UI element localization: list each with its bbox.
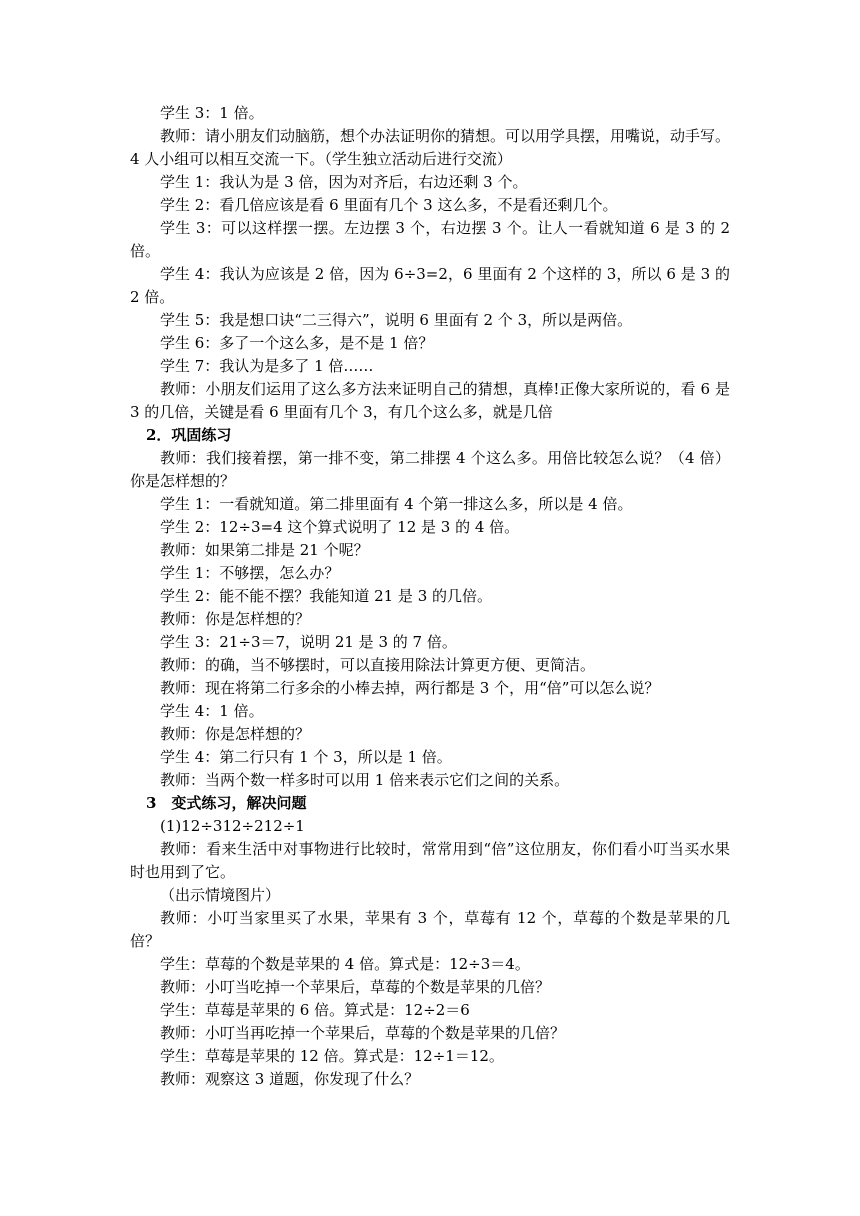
dialogue-line: 教师：现在将第二行多余的小棒去掉，两行都是 3 个，用“倍”可以怎么说？ [160, 679, 660, 697]
dialogue-line: 学生 1：不够摆，怎么办？ [160, 564, 340, 582]
dialogue-line: 教师：小叮当再吃掉一个苹果后，草莓的个数是苹果的几倍？ [160, 1024, 566, 1042]
dialogue-line: 教师：观察这 3 道题，你发现了什么？ [160, 1070, 420, 1088]
section-heading: 3 变式练习，解决问题 [146, 794, 307, 812]
dialogue-line: 教师：小朋友们运用了这么多方法来证明自己的猜想，真棒!正像大家所说的，看 6 是 3 的几倍，关键是看 6 里面有几个 3，有几个这么多，就是几倍 [130, 380, 730, 421]
dialogue-line: 学生 4：我认为应该是 2 倍，因为 6÷3=2，6 里面有 2 个这样的 3，所以 6 是 3 的 2 倍。 [130, 265, 730, 306]
dialogue-line: 学生 7：我认为是多了 1 倍…… [160, 357, 374, 375]
dialogue-line: 学生：草莓是苹果的 12 倍。算式是：12÷1＝12。 [160, 1047, 504, 1065]
dialogue-line: 学生：草莓是苹果的 6 倍。算式是：12÷2＝6 [160, 1001, 470, 1019]
dialogue-line: 学生 3：21÷3＝7，说明 21 是 3 的 7 倍。 [160, 633, 457, 651]
dialogue-line: 教师：请小朋友们动脑筋，想个办法证明你的猜想。可以用学具摆，用嘴说，动手写。4 人小组可以相互交流一下。（学生独立活动后进行交流） [130, 127, 731, 168]
dialogue-line: 学生 4：1 倍。 [160, 702, 264, 720]
dialogue-line: （出示情境图片） [160, 886, 281, 904]
dialogue-line: 教师：小叮当吃掉一个苹果后，草莓的个数是苹果的几倍？ [160, 978, 551, 996]
dialogue-line: 学生：草莓的个数是苹果的 4 倍。算式是：12÷3＝4。 [160, 955, 530, 973]
dialogue-line: 教师：当两个数一样多时可以用 1 倍来表示它们之间的关系。 [160, 771, 570, 789]
dialogue-line: 学生 4：第二行只有 1 个 3，所以是 1 倍。 [160, 748, 452, 766]
dialogue-line: 学生 1：我认为是 3 倍，因为对齐后，右边还剩 3 个。 [160, 173, 528, 191]
dialogue-line: 教师：看来生活中对事物进行比较时，常常用到“倍”这位朋友，你们看小叮当买水果时也用到了它。 [130, 840, 730, 881]
dialogue-line: 教师：你是怎样想的？ [160, 610, 311, 628]
lesson-transcript [130, 102, 730, 1091]
dialogue-line: 学生 2：看几倍应该是看 6 里面有几个 3 这么多，不是看还剩几个。 [160, 196, 618, 214]
dialogue-line: 学生 1：一看就知道。第二排里面有 4 个第一排这么多，所以是 4 倍。 [160, 495, 633, 513]
exercise-label: (1)12÷312÷212÷1 [160, 817, 305, 835]
dialogue-line: 教师：你是怎样想的？ [160, 725, 311, 743]
dialogue-line: 学生 3：1 倍。 [160, 104, 264, 122]
dialogue-line: 学生 2：12÷3=4 这个算式说明了 12 是 3 的 4 倍。 [160, 518, 520, 536]
dialogue-line: 教师：的确，当不够摆时，可以直接用除法计算更方便、更简洁。 [160, 656, 596, 674]
dialogue-line: 学生 5：我是想口诀“二三得六”，说明 6 里面有 2 个 3，所以是两倍。 [160, 311, 633, 329]
section-heading: 2．巩固练习 [146, 426, 232, 444]
dialogue-line: 学生 6：多了一个这么多，是不是 1 倍？ [160, 334, 434, 352]
dialogue-line: 学生 3：可以这样摆一摆。左边摆 3 个，右边摆 3 个。让人一看就知道 6 是 3 的 2 倍。 [130, 219, 730, 260]
dialogue-line: 教师：小叮当家里买了水果，苹果有 3 个，草莓有 12 个，草莓的个数是苹果的几倍？ [130, 909, 730, 950]
dialogue-line: 教师：我们接着摆，第一排不变，第二排摆 4 个这么多。用倍比较怎么说？（4 倍）你是怎样想的？ [130, 449, 730, 490]
dialogue-line: 教师：如果第二排是 21 个呢？ [160, 541, 369, 559]
dialogue-line: 学生 2：能不能不摆？我能知道 21 是 3 的几倍。 [160, 587, 493, 605]
